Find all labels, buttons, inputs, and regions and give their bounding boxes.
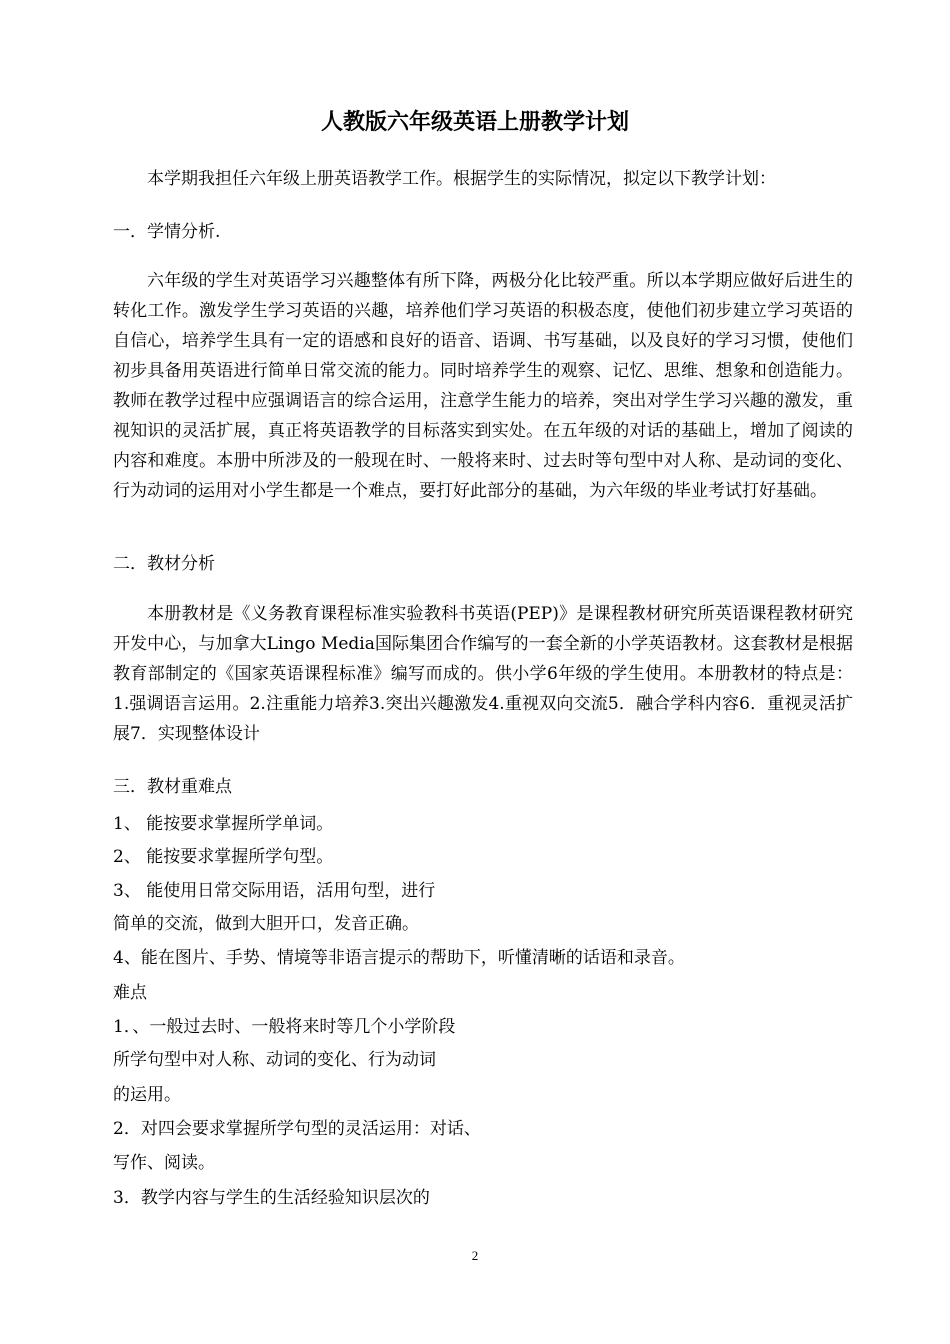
list-item: 3、 能使用日常交际用语，活用句型，进行 <box>113 881 436 901</box>
list-item: 2、 能按要求掌握所学句型。 <box>113 847 334 867</box>
list-item: 4、能在图片、手势、情境等非语言提示的帮助下，听懂清晰的话语和录音。 <box>113 948 685 968</box>
section-1-heading: 一．学情分析. <box>113 222 221 242</box>
list-item: 所学句型中对人称、动词的变化、行为动词 <box>113 1050 436 1070</box>
difficulty-heading: 难点 <box>113 983 147 1003</box>
list-item: 3．教学内容与学生的生活经验知识层次的 <box>113 1188 430 1208</box>
page-number: 2 <box>471 1248 479 1263</box>
intro-paragraph: 本学期我担任六年级上册英语教学工作。根据学生的实际情况，拟定以下教学计划： <box>147 169 776 189</box>
list-item: 1．、一般过去时、一般将来时等几个小学阶段 <box>113 1017 456 1037</box>
section-2-body: 本册教材是《义务教育课程标准实验教科书英语(PEP)》是课程教材研究所英语课程教材研究开发中心，与加拿大Lingo Media国际集团合作编写的一套全新的小学英语教材。这套教材是根据教育部制定的《国家英语课程标准》编写而成的。供小学6年级的学生使用。本册教材的特点是：1.强调语言运用。2.注重能力培养3.突出兴趣激发4.重视双向交流5．融合学科内容6．重视灵活扩展7．实现整体设计 <box>113 604 853 744</box>
list-item: 1、 能按要求掌握所学单词。 <box>113 814 334 834</box>
list-item: 写作、阅读。 <box>113 1153 215 1173</box>
list-item: 的运用。 <box>113 1085 181 1105</box>
document-title: 人教版六年级英语上册教学计划 <box>320 109 629 135</box>
section-2-heading: 二．教材分析 <box>113 554 215 574</box>
list-item: 简单的交流，做到大胆开口，发音正确。 <box>113 914 419 934</box>
section-1-body: 六年级的学生对英语学习兴趣整体有所下降，两极分化比较严重。所以本学期应做好后进生的转化工作。激发学生学习英语的兴趣，培养他们学习英语的积极态度，使他们初步建立学习英语的自信心，培养学生具有一定的语感和良好的语音、语调、书写基础，以及良好的学习习惯，使他们初步具备用英语进行简单日常交流的能力。同时培养学生的观察、记忆、思维、想象和创造能力。教师在教学过程中应强调语言的综合运用，注意学生能力的培养，突出对学生学习兴趣的激发，重视知识的灵活扩展，真正将英语教学的目标落实到实处。在五年级的对话的基础上，增加了阅读的内容和难度。本册中所涉及的一般现在时、一般将来时、过去时等句型中对人称、是动词的变化、行为动词的运用对小学生都是一个难点，要打好此部分的基础，为六年级的毕业考试打好基础。 <box>113 271 853 501</box>
list-item: 2．对四会要求掌握所学句型的灵活运用：对话、 <box>113 1119 481 1139</box>
section-3-heading: 三．教材重难点 <box>113 777 232 797</box>
